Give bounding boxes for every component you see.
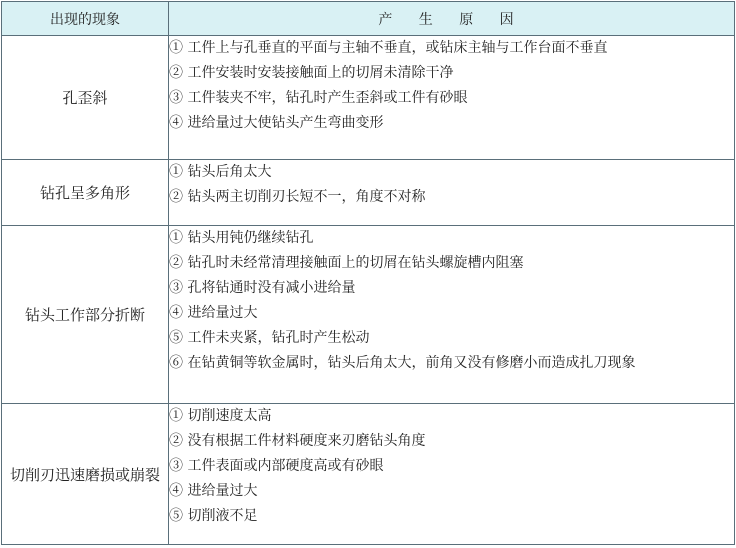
header-row — [2, 2, 735, 36]
phenomenon-cell: 孔歪斜 — [2, 36, 169, 160]
table-row — [2, 226, 735, 404]
phenomenon-cell: 钻头工作部分折断 — [2, 226, 169, 404]
cause-item: ④ 进给量过大使钻头产生弯曲变形 — [169, 115, 384, 131]
cause-item: ④ 进给量过大 — [169, 483, 258, 499]
cause-item: ⑥ 在钻黄铜等软金属时，钻头后角太大，前角又没有修磨小而造成扎刀现象 — [169, 355, 636, 371]
cause-cell — [169, 160, 735, 226]
cause-item: ⑤ 工件未夹紧，钻孔时产生松动 — [169, 330, 370, 346]
cause-item: ⑤ 切削液不足 — [169, 508, 258, 524]
header-phenomenon: 出现的现象 — [2, 2, 169, 36]
cause-item: ② 工件安装时安装接触面上的切屑未清除干净 — [169, 65, 454, 81]
phenomenon-cell: 钻孔呈多角形 — [2, 160, 169, 226]
cause-cell — [169, 404, 735, 545]
cause-cell — [169, 36, 735, 160]
cause-item: ② 没有根据工件材料硬度来刃磨钻头角度 — [169, 433, 426, 449]
cause-item: ③ 孔将钻通时没有减小进给量 — [169, 280, 356, 296]
table-row — [2, 36, 735, 160]
table-row — [2, 160, 735, 226]
cause-item: ① 工件上与孔垂直的平面与主轴不垂直，或钻床主轴与工作台面不垂直 — [169, 40, 608, 56]
cause-cell — [169, 226, 735, 404]
cause-item: ① 钻头用钝仍继续钻孔 — [169, 230, 314, 246]
table-row — [2, 404, 735, 545]
cause-item: ③ 工件装夹不牢，钻孔时产生歪斜或工件有砂眼 — [169, 90, 468, 106]
cause-item: ② 钻孔时未经常清理接触面上的切屑在钻头螺旋槽内阻塞 — [169, 255, 524, 271]
cause-item: ③ 工件表面或内部硬度高或有砂眼 — [169, 458, 384, 474]
cause-item: ① 切削速度太高 — [169, 408, 272, 424]
cause-item: ② 钻头两主切削刃长短不一，角度不对称 — [169, 189, 426, 205]
phenomenon-cell: 切削刃迅速磨损或崩裂 — [2, 404, 169, 545]
header-cause: 产 生 原 因 — [169, 2, 735, 36]
drilling-defects-table — [1, 1, 735, 545]
cause-item: ① 钻头后角太大 — [169, 164, 272, 180]
cause-item: ④ 进给量过大 — [169, 305, 258, 321]
